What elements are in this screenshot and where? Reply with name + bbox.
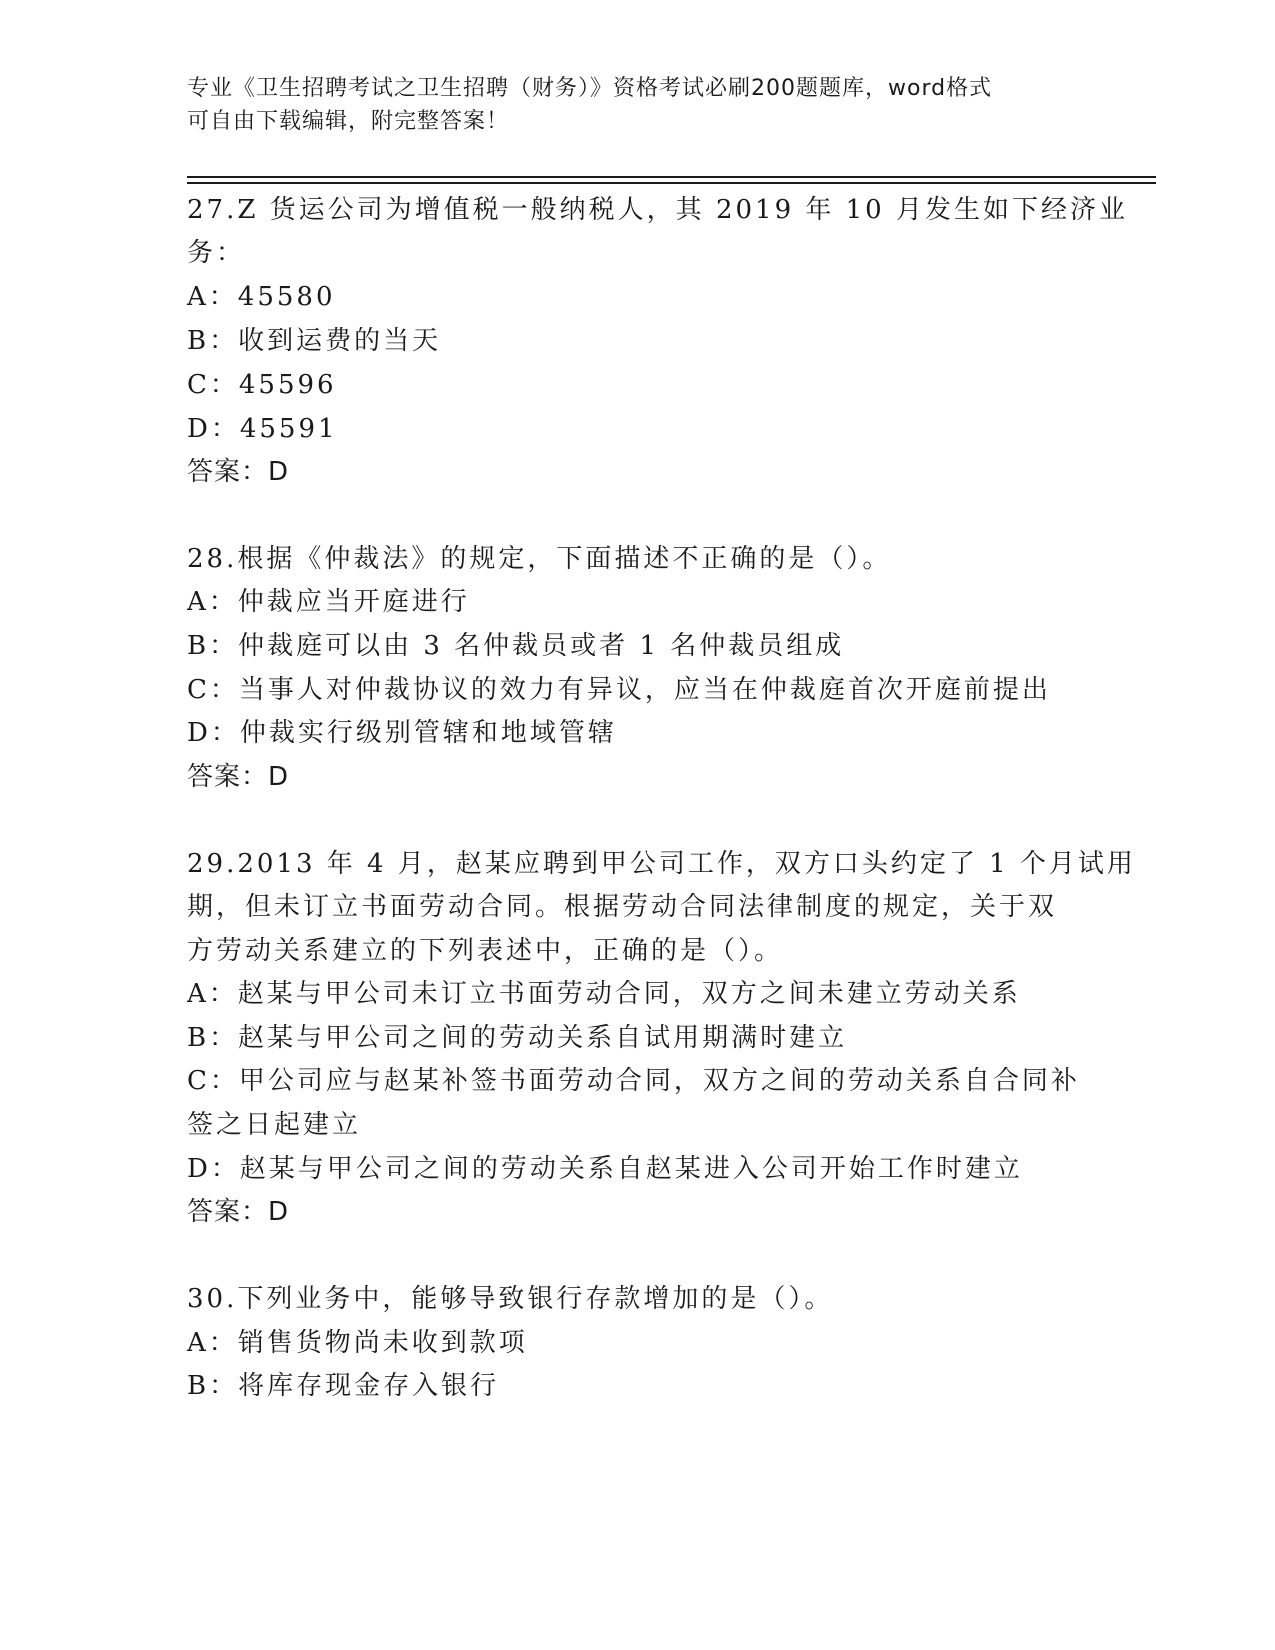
question-30-stem-line-1: 30.下列业务中，能够导致银行存款增加的是（）。 (187, 1284, 834, 1314)
question-27-option-a: A：45580 (187, 282, 336, 312)
question-29-stem-line-1: 29.2013 年 4 月，赵某应聘到甲公司工作，双方口头约定了 1 个月试用 (187, 849, 1136, 879)
question-29-option-d: D：赵某与甲公司之间的劳动关系自赵某进入公司开始工作时建立 (187, 1154, 1023, 1184)
header-divider-top (187, 176, 1156, 178)
header-line-2: 可自由下载编辑，附完整答案！ (187, 109, 510, 134)
question-27-stem-line-2: 务： (187, 238, 246, 268)
question-29-stem-line-2: 期，但未订立书面劳动合同。根据劳动合同法律制度的规定，关于双 (187, 892, 1058, 922)
header-line-1: 专业《卫生招聘考试之卫生招聘（财务）》资格考试必刷200题题库，word格式 (187, 76, 993, 101)
question-28-answer: 答案：D (187, 762, 290, 792)
question-28-stem-line-1: 28.根据《仲裁法》的规定，下面描述不正确的是（）。 (187, 544, 892, 574)
question-28-option-b: B：仲裁庭可以由 3 名仲裁员或者 1 名仲裁员组成 (187, 631, 845, 661)
question-27-option-d: D：45591 (187, 414, 338, 444)
question-29-option-b: B：赵某与甲公司之间的劳动关系自试用期满时建立 (187, 1023, 848, 1053)
question-29-option-c-line-1: C：甲公司应与赵某补签书面劳动合同，双方之间的劳动关系自合同补 (187, 1066, 1080, 1096)
question-30-option-b: B：将库存现金存入银行 (187, 1371, 500, 1401)
question-28-option-c: C：当事人对仲裁协议的效力有异议，应当在仲裁庭首次开庭前提出 (187, 675, 1051, 705)
question-29-stem-line-3: 方劳动关系建立的下列表述中，正确的是（）。 (187, 936, 784, 966)
question-27-option-c: C：45596 (187, 370, 337, 400)
question-29-answer: 答案：D (187, 1197, 290, 1227)
question-28-option-a: A：仲裁应当开庭进行 (187, 587, 470, 617)
question-29-option-a: A：赵某与甲公司未订立书面劳动合同，双方之间未建立劳动关系 (187, 979, 1021, 1009)
question-27-stem-line-1: 27.Z 货运公司为增值税一般纳税人，其 2019 年 10 月发生如下经济业 (187, 195, 1128, 225)
header-divider-bottom (187, 182, 1156, 184)
question-27-answer: 答案：D (187, 457, 290, 487)
question-28-option-d: D：仲裁实行级别管辖和地域管辖 (187, 718, 617, 748)
document-header (187, 72, 1087, 138)
question-27-option-b: B：收到运费的当天 (187, 326, 442, 356)
question-29-option-c-line-2: 签之日起建立 (187, 1110, 362, 1140)
question-30-option-a: A：销售货物尚未收到款项 (187, 1328, 528, 1358)
